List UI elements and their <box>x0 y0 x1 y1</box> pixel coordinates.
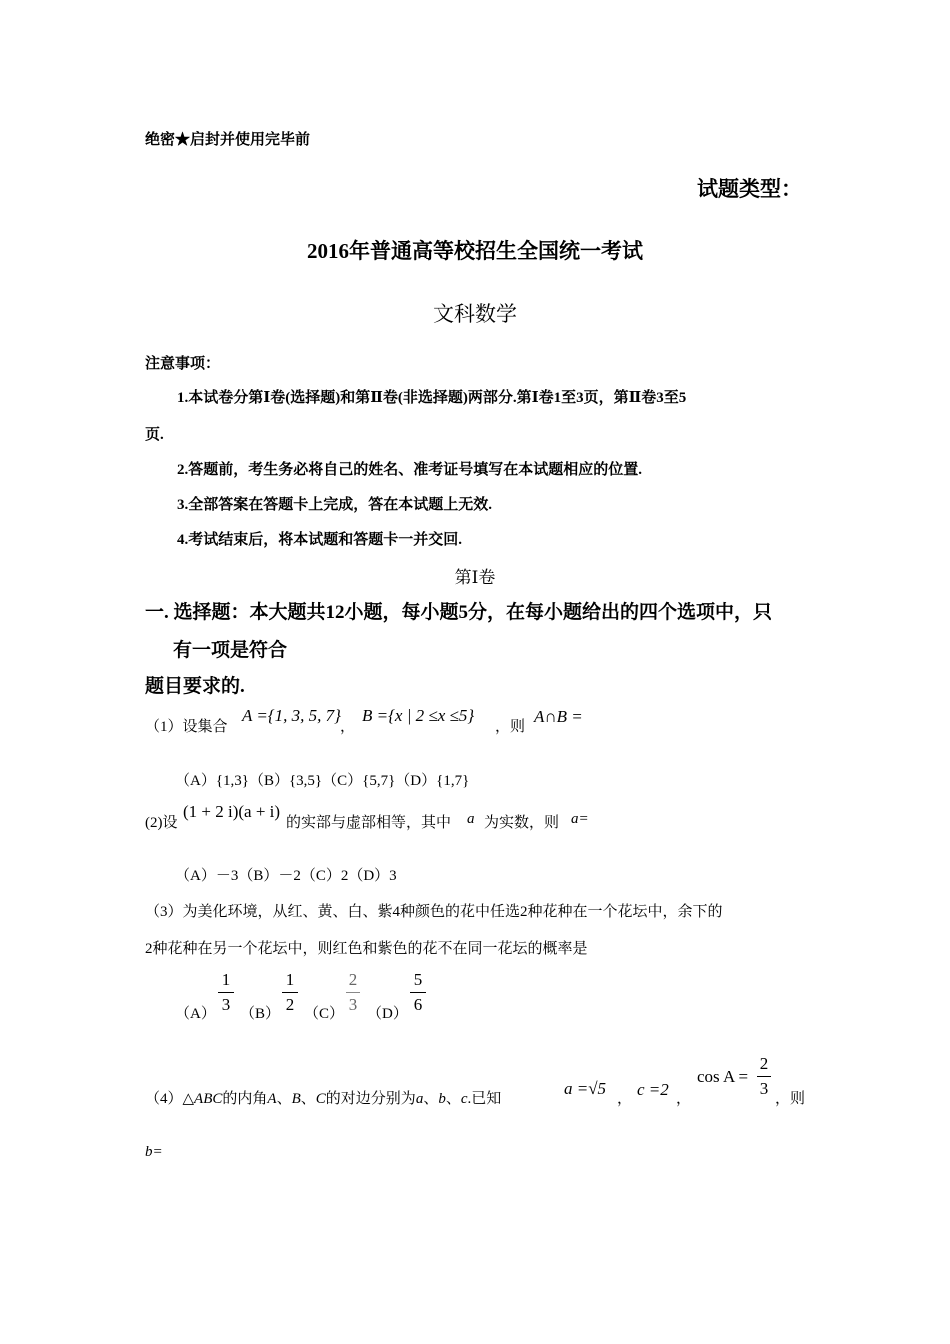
q4-side-b: b <box>438 1091 446 1107</box>
notice-item-1-cont: 页. <box>145 427 164 443</box>
q4-prefix: （4）△ <box>145 1091 195 1107</box>
q4-comma-1: ， <box>617 1091 633 1107</box>
q3-option-d-numerator: 5 <box>413 970 423 989</box>
q4-sep-2: 、 <box>300 1091 316 1107</box>
q4-side-c: c <box>460 1091 468 1107</box>
q3-option-b-fraction <box>282 970 298 1015</box>
q4-then: ，则 <box>775 1091 806 1107</box>
q4-text <box>145 1087 501 1108</box>
q1-expression: A∩B = <box>534 707 583 726</box>
q4-angle-a: A <box>267 1091 277 1107</box>
section-heading-cont-2: 题目要求的. <box>145 676 245 697</box>
q2-text: 的实部与虚部相等，其中 <box>286 815 452 831</box>
q2-expression: (1 + 2 i)(a + i) <box>183 802 281 821</box>
notice-heading: 注意事项： <box>145 356 221 372</box>
fraction-bar <box>757 1076 771 1077</box>
q4-text-1: 的内角 <box>222 1091 268 1107</box>
q4-sep-4: 、 <box>445 1091 461 1107</box>
fraction-bar <box>218 992 234 993</box>
q3-option-a-fraction <box>218 970 234 1015</box>
q4-cos-fraction <box>757 1054 771 1099</box>
q4-cos-denominator: 3 <box>759 1079 769 1098</box>
q2-prefix: (2)设 <box>145 815 178 831</box>
q3-line-1: （3）为美化环境，从红、黄、白、紫4种颜色的花中任选2种花种在一个花坛中，余下的 <box>145 904 723 920</box>
section-heading-cont: 有一项是符合 <box>173 640 288 661</box>
q4-angle-c: C <box>315 1091 326 1107</box>
q3-option-b-numerator: 1 <box>285 970 295 989</box>
q4-side-a: a <box>415 1091 424 1107</box>
exam-title: 2016年普通高等校招生全国统一考试 <box>307 239 643 263</box>
section-heading: 一. 选择题：本大题共12小题，每小题5分，在每小题给出的四个选项中，只 <box>145 602 773 623</box>
q2-text-2: 为实数，则 <box>484 815 560 831</box>
notice-item-1: 1.本试卷分第Ⅰ卷(选择题)和第Ⅱ卷(非选择题)两部分.第Ⅰ卷1至3页，第Ⅱ卷3至5 <box>177 390 687 406</box>
q3-option-d-fraction <box>410 970 426 1015</box>
q4-cos-a: cos A = <box>697 1067 749 1086</box>
exam-type-label: 试题类型： <box>697 177 802 201</box>
q4-comma-2: ， <box>676 1091 692 1107</box>
q3-option-b-label: （B） <box>240 1006 281 1022</box>
q3-line-2: 2种花种在另一个花坛中，则红色和紫色的花不在同一花坛的概率是 <box>145 941 588 957</box>
q2-options: （A）－3（B）－2（C）2（D）3 <box>175 868 397 884</box>
q4-text-2: 的对边分别为 <box>325 1091 416 1107</box>
notice-item-4: 4.考试结束后，将本试题和答题卡一并交回. <box>177 532 463 548</box>
q4-cos-numerator: 2 <box>759 1054 769 1073</box>
notice-item-3: 3.全部答案在答题卡上完成，答在本试题上无效. <box>177 497 493 513</box>
q4-answer-line: b= <box>145 1144 163 1160</box>
q4-abc: ABC <box>194 1091 223 1107</box>
exam-subtitle: 文科数学 <box>433 302 517 326</box>
q3-option-a-label: （A） <box>175 1006 216 1022</box>
section-title: 第Ⅰ卷 <box>454 568 496 587</box>
q1-set-b: B ={x | 2 ≤x ≤5} <box>362 706 475 725</box>
q4-angle-b: B <box>291 1091 301 1107</box>
fraction-bar <box>410 992 426 993</box>
q4-condition-c: c =2 <box>637 1080 669 1099</box>
q1-comma: ， <box>340 719 356 735</box>
q3-option-a-numerator: 1 <box>221 970 231 989</box>
q4-sep-3: 、 <box>423 1091 439 1107</box>
q3-option-d-label: （D） <box>367 1006 408 1022</box>
q3-option-c-fraction <box>346 970 360 1015</box>
q3-option-a-denominator: 3 <box>221 995 231 1014</box>
q4-text-3: .已知 <box>467 1091 502 1107</box>
q1-options: （A）{1,3}（B）{3,5}（C）{5,7}（D）{1,7} <box>175 773 470 789</box>
q1-set-a: A ={1, 3, 5, 7} <box>242 706 341 725</box>
notice-item-2: 2.答题前，考生务必将自己的姓名、准考证号填写在本试题相应的位置. <box>177 462 643 478</box>
q3-option-b-denominator: 2 <box>285 995 295 1014</box>
q4-condition-a: a =√5 <box>564 1079 607 1098</box>
q3-option-c-numerator: 2 <box>348 970 358 989</box>
q4-sep-1: 、 <box>276 1091 292 1107</box>
fraction-bar <box>282 992 298 993</box>
secret-label: 绝密★启封并使用完毕前 <box>145 132 311 148</box>
q3-option-c-denominator: 3 <box>348 995 358 1014</box>
q1-then: ，则 <box>495 719 526 735</box>
q3-option-d-denominator: 6 <box>413 995 423 1014</box>
fraction-bar <box>346 992 360 993</box>
q2-var: a <box>467 811 475 827</box>
q2-var-2: a= <box>571 811 589 827</box>
q1-prefix: （1）设集合 <box>145 719 228 735</box>
q3-option-c-label: （C） <box>304 1006 345 1022</box>
